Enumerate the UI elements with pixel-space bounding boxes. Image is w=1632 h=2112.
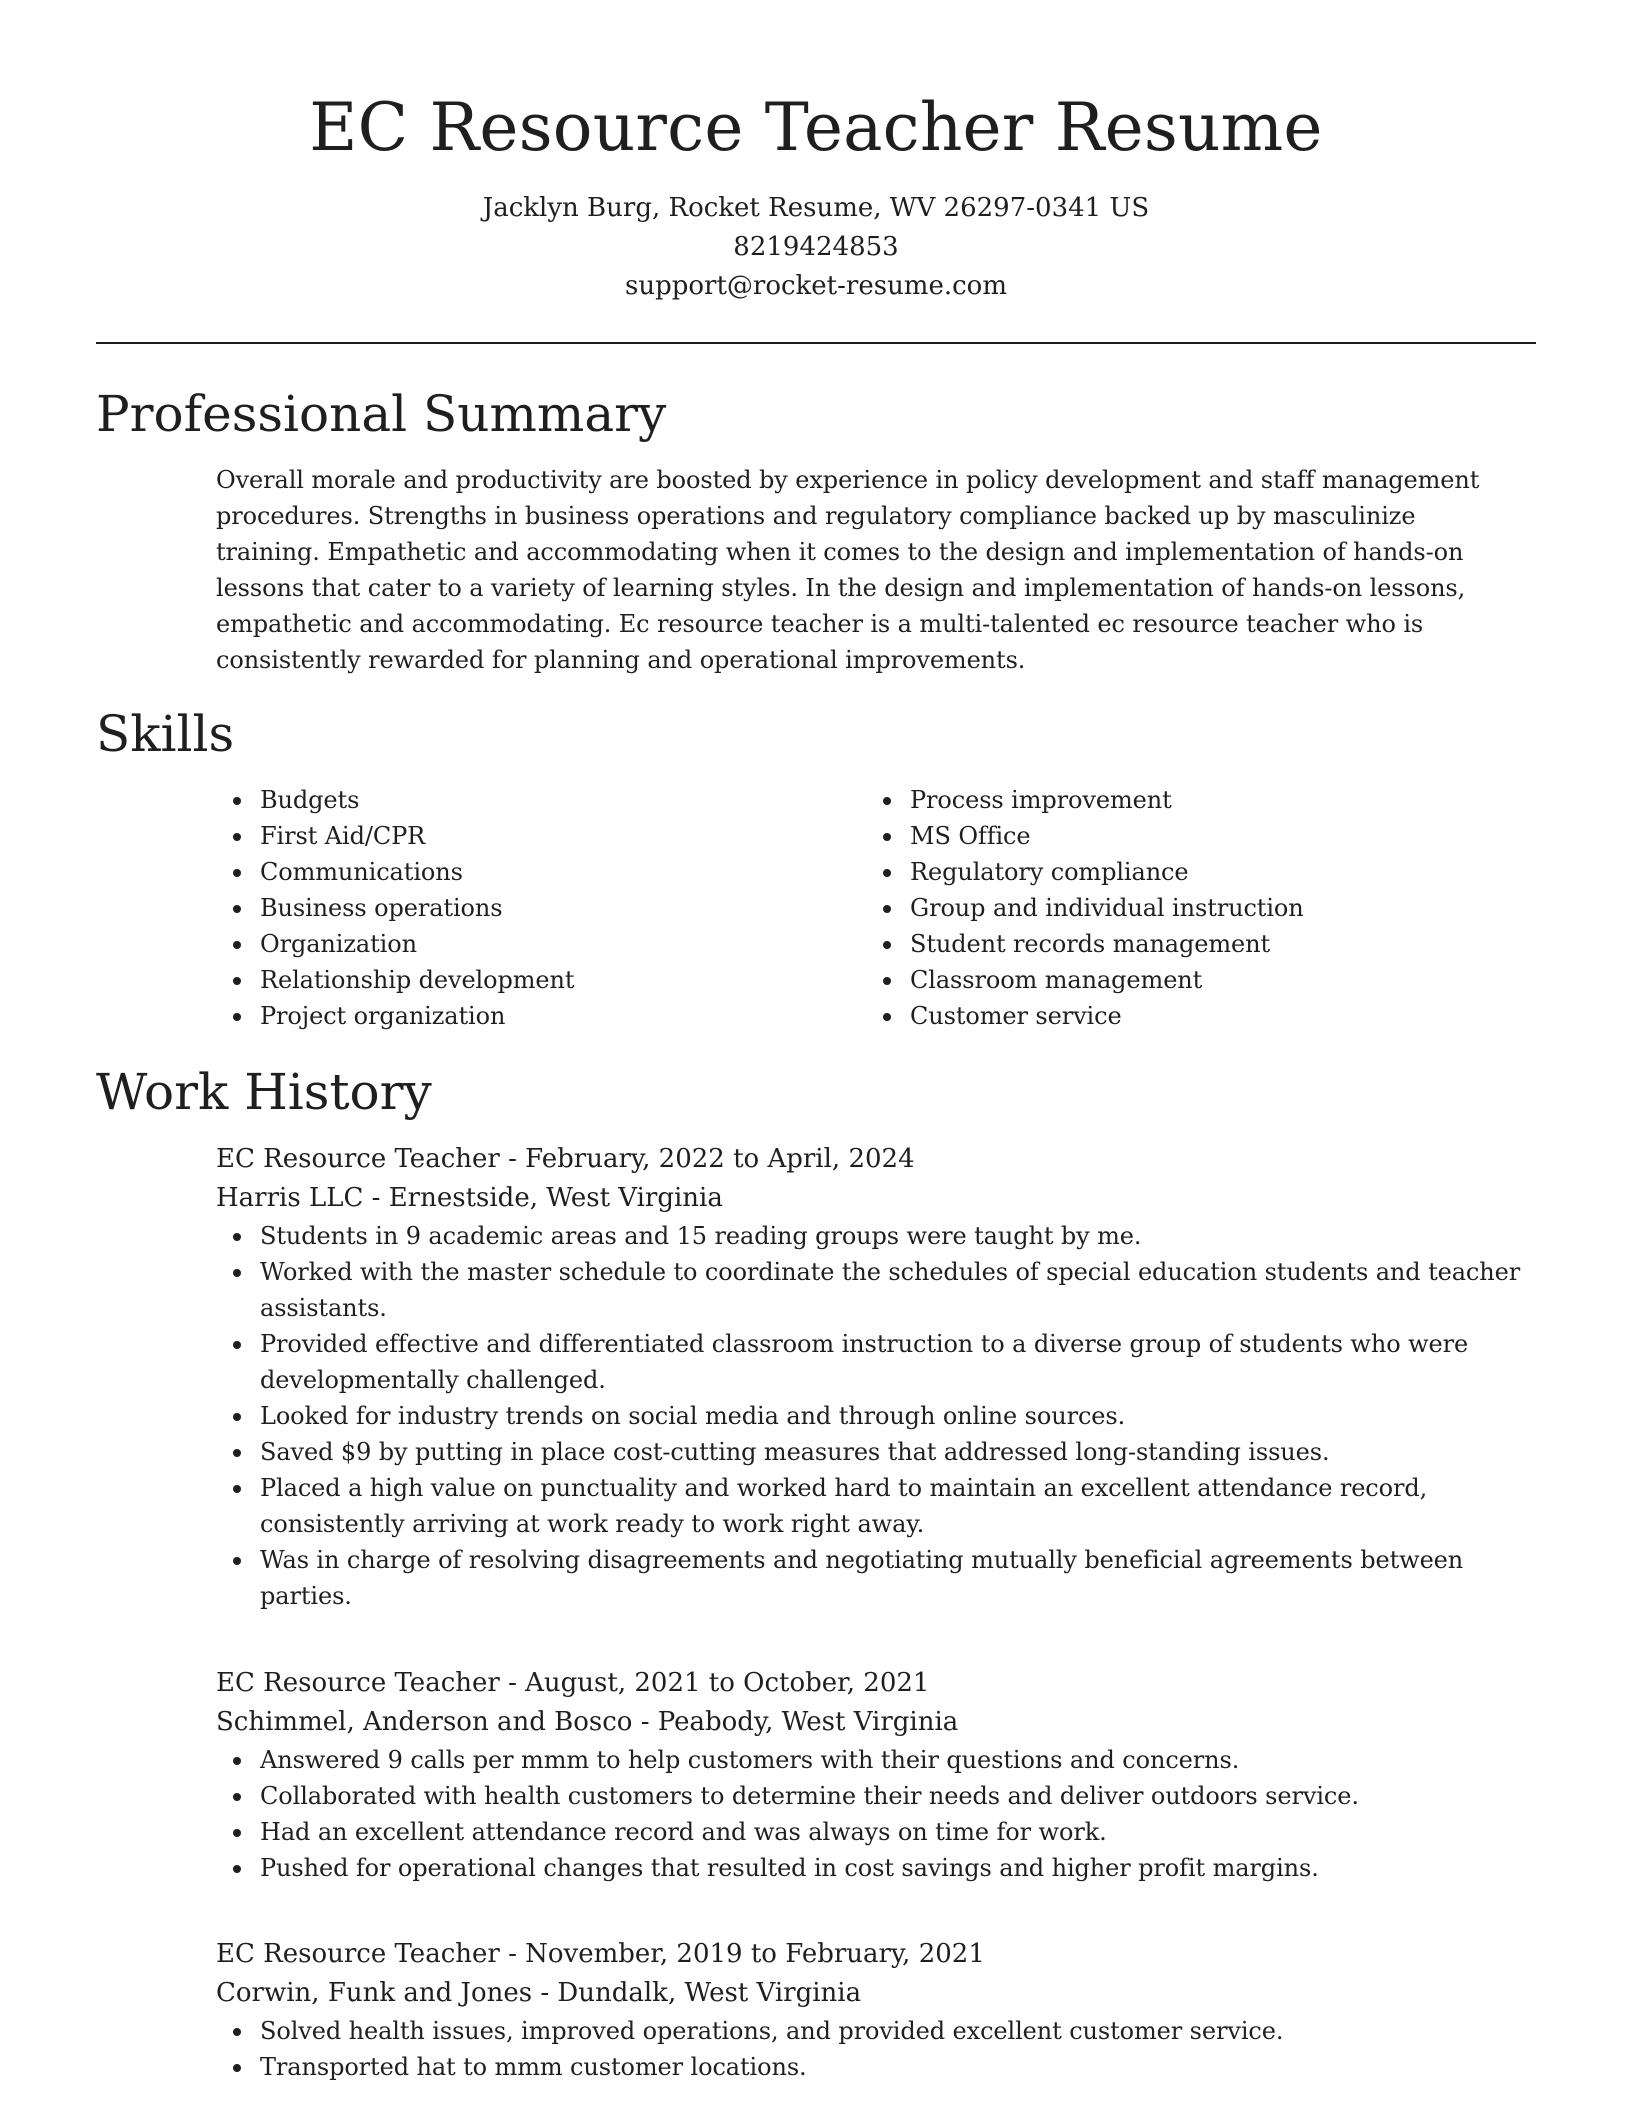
skill-item: Regulatory compliance [866,854,1466,890]
skills-left-column [216,782,816,1034]
skill-item: Process improvement [866,782,1466,818]
job-company-line: Corwin, Funk and Jones - Dundalk, West Virginia [216,1978,862,2008]
skill-item: Business operations [216,890,816,926]
skill-item: Customer service [866,998,1466,1034]
skill-item: First Aid/CPR [216,818,816,854]
job-bullet: Transported hat to mmm customer locations. [216,2049,1530,2085]
skill-item: Relationship development [216,962,816,998]
contact-phone: 8219424853 [733,232,899,262]
job-entry [216,1140,1536,1614]
job-bullet: Was in charge of resolving disagreements and negotiating mutually beneficial agreements between parties. [216,1542,1530,1614]
job-company-line: Schimmel, Anderson and Bosco - Peabody, West Virginia [216,1707,959,1737]
skill-item: Classroom management [866,962,1466,998]
job-company-line: Harris LLC - Ernestside, West Virginia [216,1183,723,1213]
job-title-line: EC Resource Teacher - February, 2022 to April, 2024 [216,1144,915,1174]
job-bullet: Solved health issues, improved operations, and provided excellent customer service. [216,2013,1530,2049]
contact-email: support@rocket-resume.com [624,271,1007,301]
summary-heading: Professional Summary [96,385,667,443]
skill-item: MS Office [866,818,1466,854]
job-bullet: Placed a high value on punctuality and worked hard to maintain an excellent attendance record, consistently arriving at work ready to work right away. [216,1470,1530,1542]
header-divider [96,342,1536,344]
summary-text: Overall morale and productivity are boosted by experience in policy development and staff management procedures. Strengths in business operations and regulatory compliance backed up by masculinize training. Empathetic and accommodating when it comes to the design and implementation of hands-on lessons that cater to a variety of learning styles. In the design and implementation of hands-on lessons, empathetic and accommodating. Ec resource teacher is a multi-talented ec resource teacher who is consistently rewarded for planning and operational improvements. [216,466,1480,674]
job-bullet: Looked for industry trends on social media and through online sources. [216,1398,1530,1434]
job-bullet: Answered 9 calls per mmm to help customers with their questions and concerns. [216,1742,1530,1778]
job-bullet: Provided effective and differentiated classroom instruction to a diverse group of students who were developmentally challenged. [216,1326,1530,1398]
skill-item: Communications [216,854,816,890]
job-title-line: EC Resource Teacher - August, 2021 to October, 2021 [216,1668,930,1698]
contact-address: Jacklyn Burg, Rocket Resume, WV 26297-0341 US [482,193,1150,223]
resume-header [96,82,1536,306]
skills-right-column [866,782,1466,1034]
skills-heading: Skills [96,705,235,763]
skill-item: Group and individual instruction [866,890,1466,926]
job-entry [216,1664,1536,1886]
job-title-line: EC Resource Teacher - November, 2019 to February, 2021 [216,1939,985,1969]
job-bullet: Students in 9 academic areas and 15 reading groups were taught by me. [216,1218,1530,1254]
skill-item: Project organization [216,998,816,1034]
job-bullet: Had an excellent attendance record and was always on time for work. [216,1814,1530,1850]
job-bullet: Pushed for operational changes that resulted in cost savings and higher profit margins. [216,1850,1530,1886]
skill-item: Student records management [866,926,1466,962]
work-history-heading: Work History [96,1063,432,1121]
skill-item: Budgets [216,782,816,818]
job-bullet: Worked with the master schedule to coordinate the schedules of special education students and teacher assistants. [216,1254,1530,1326]
job-bullet: Saved $9 by putting in place cost-cutting measures that addressed long-standing issues. [216,1434,1530,1470]
skill-item: Organization [216,926,816,962]
resume-title: EC Resource Teacher Resume [309,89,1323,166]
job-entry [216,1935,1536,2085]
job-bullet: Collaborated with health customers to determine their needs and deliver outdoors service. [216,1778,1530,1814]
